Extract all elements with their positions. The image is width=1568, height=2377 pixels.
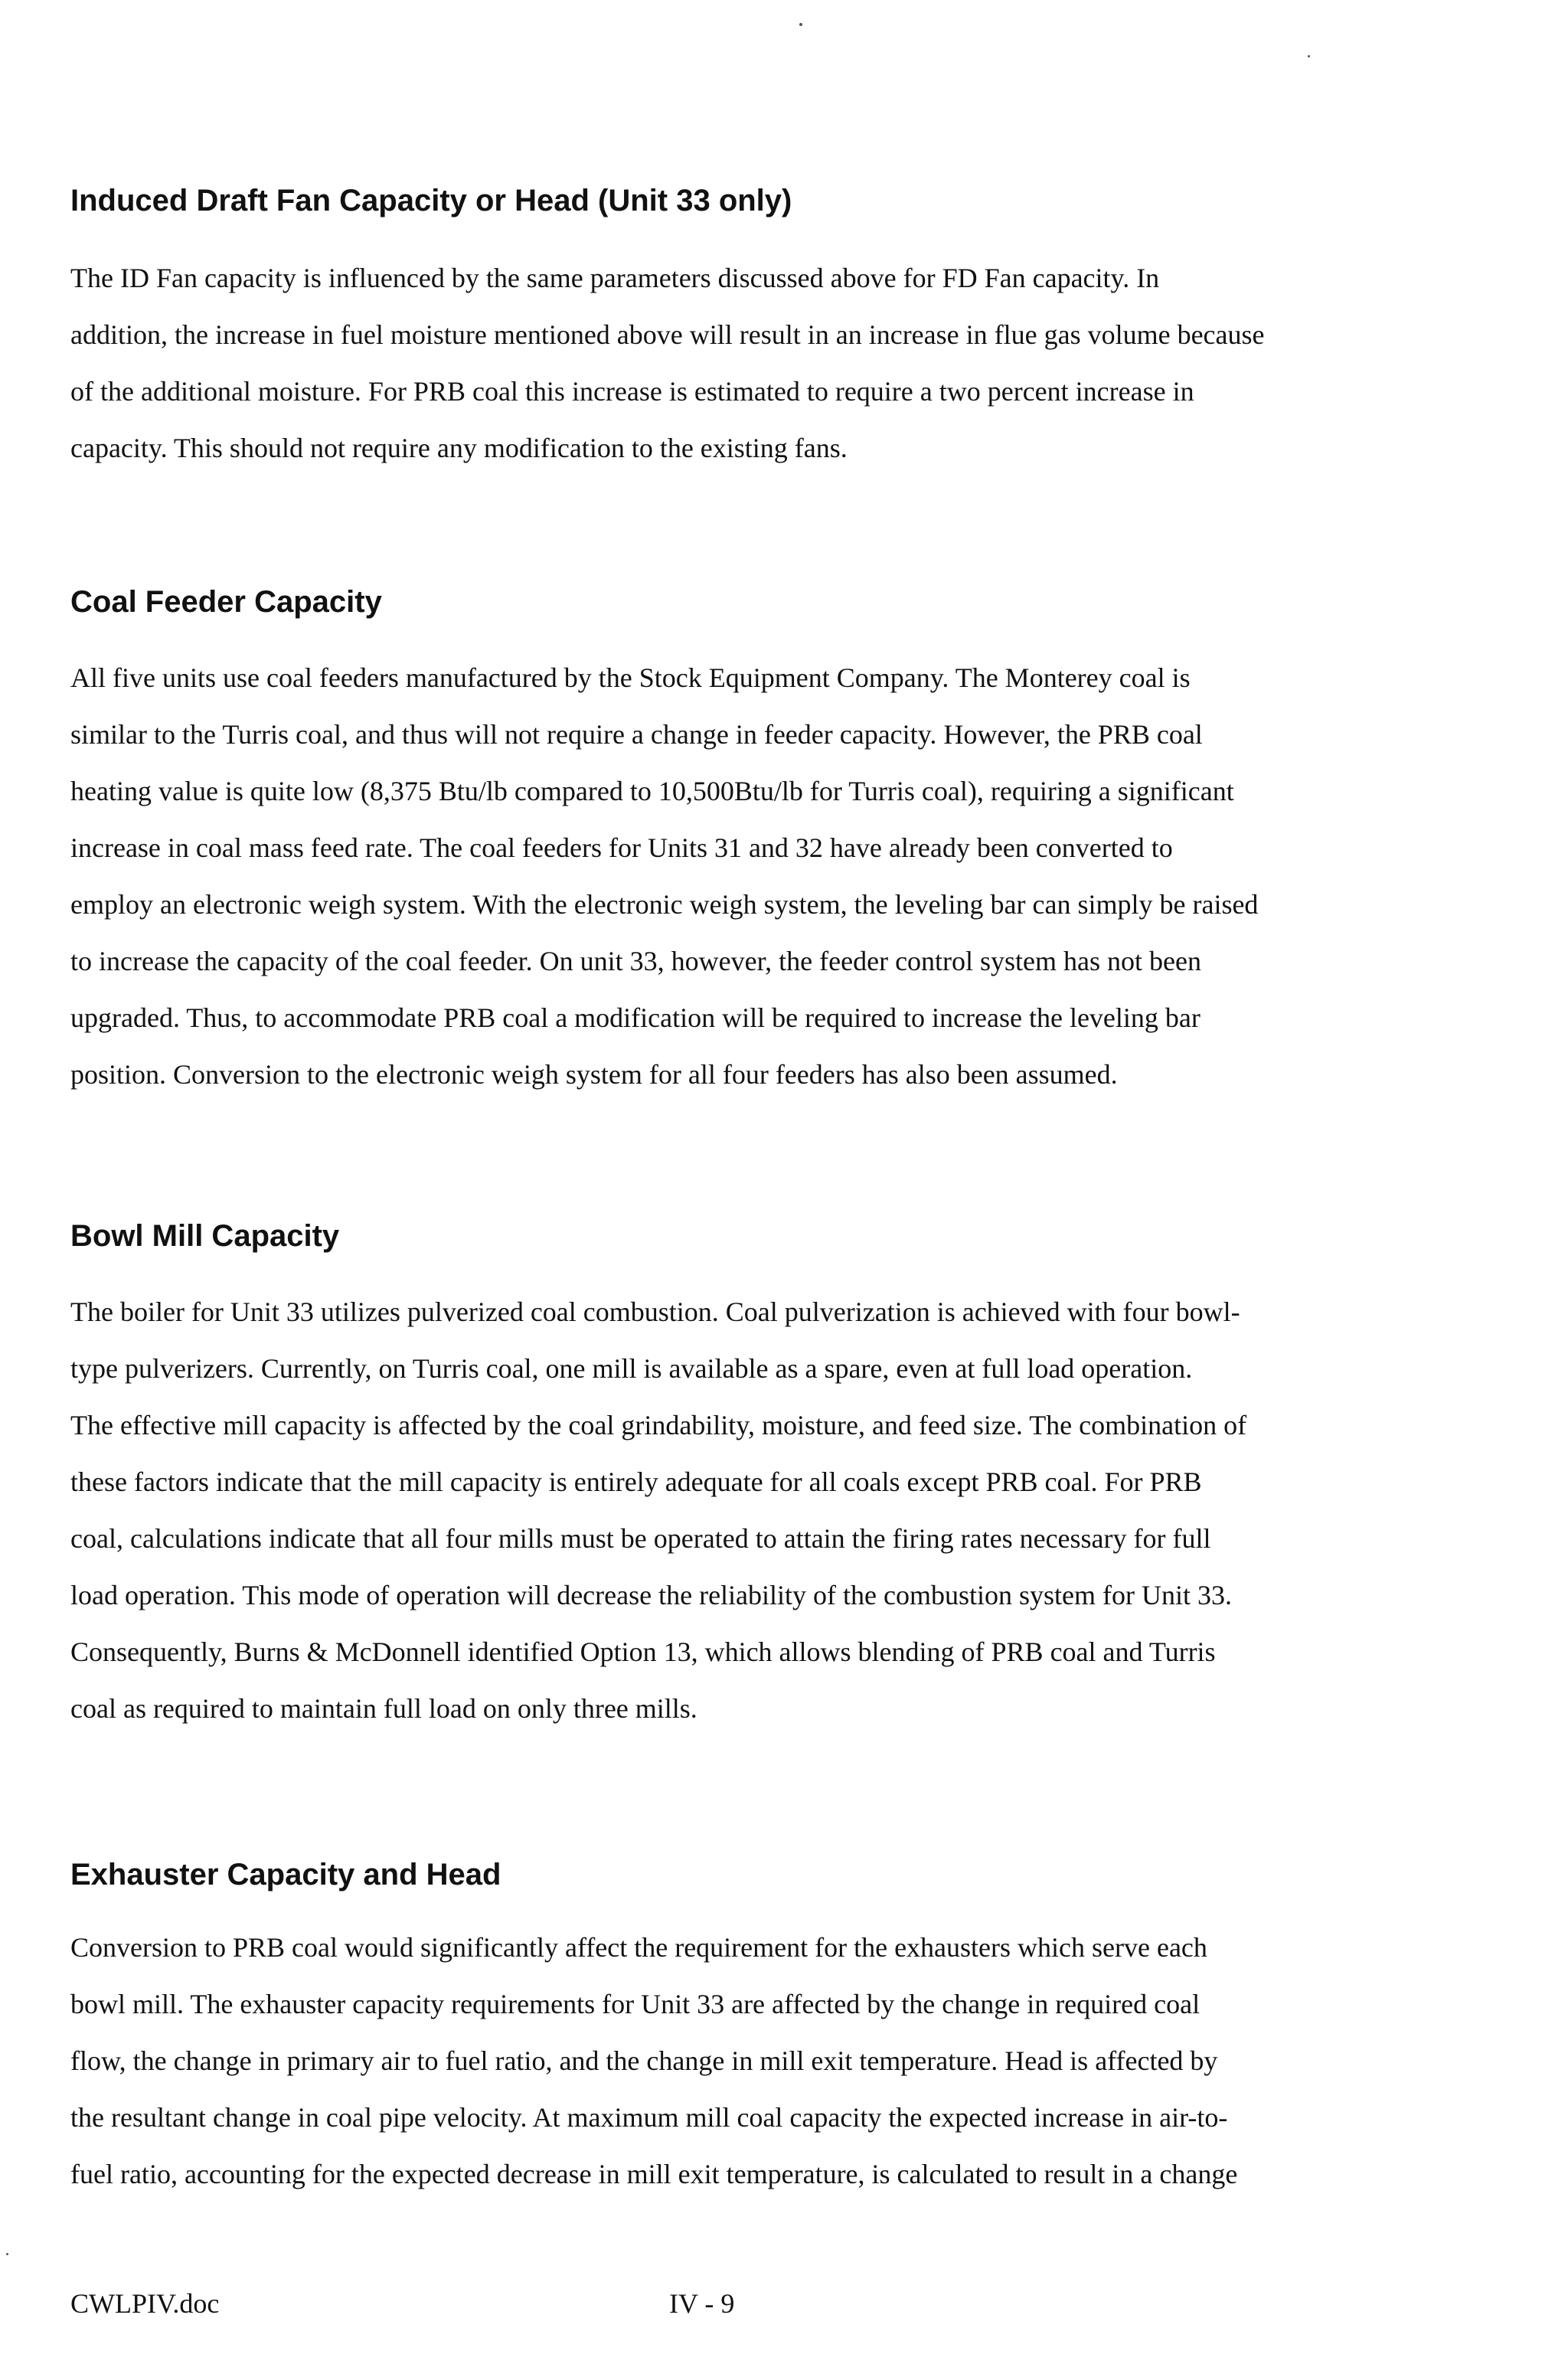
- body-line: of the additional moisture. For PRB coal this increase is estimated to require a two percent increase in: [70, 376, 1194, 407]
- footer-filename: CWLPIV.doc: [70, 2288, 220, 2319]
- body-line: The ID Fan capacity is influenced by the same parameters discussed above for FD Fan capacity. In: [70, 263, 1160, 293]
- scan-speck: [1308, 55, 1310, 57]
- body-line: coal, calculations indicate that all four mills must be operated to attain the firing rates necessary for full: [70, 1523, 1211, 1554]
- body-line: to increase the capacity of the coal feeder. On unit 33, however, the feeder control system has not been: [70, 946, 1201, 976]
- body-line: type pulverizers. Currently, on Turris coal, one mill is available as a spare, even at full load operation.: [70, 1353, 1193, 1384]
- section-body-coal-feeder: [70, 649, 1563, 1103]
- body-line: All five units use coal feeders manufactured by the Stock Equipment Company. The Monterey coal is: [70, 662, 1191, 693]
- body-line: fuel ratio, accounting for the expected decrease in mill exit temperature, is calculated to result in a change: [70, 2159, 1238, 2189]
- body-line: similar to the Turris coal, and thus will not require a change in feeder capacity. However, the PRB coal: [70, 719, 1203, 750]
- body-line: position. Conversion to the electronic weigh system for all four feeders has also been assumed.: [70, 1059, 1118, 1090]
- body-line: upgraded. Thus, to accommodate PRB coal a modification will be required to increase the leveling bar: [70, 1002, 1200, 1033]
- section-heading-coal-feeder: Coal Feeder Capacity: [70, 585, 382, 619]
- footer-page-number: IV - 9: [669, 2288, 735, 2319]
- scan-speck: [6, 2253, 8, 2255]
- section-heading-bowl-mill: Bowl Mill Capacity: [70, 1219, 340, 1253]
- body-line: The effective mill capacity is affected by the coal grindability, moisture, and feed size. The combination of: [70, 1410, 1247, 1440]
- section-body-exhauster: [70, 1919, 1563, 2202]
- body-line: these factors indicate that the mill capacity is entirely adequate for all coals except PRB coal. For PRB: [70, 1466, 1202, 1497]
- body-line: bowl mill. The exhauster capacity requirements for Unit 33 are affected by the change in required coal: [70, 1989, 1200, 2019]
- body-line: increase in coal mass feed rate. The coal feeders for Units 31 and 32 have already been converted to: [70, 832, 1173, 863]
- section-body-bowl-mill: [70, 1283, 1563, 1737]
- body-line: capacity. This should not require any modification to the existing fans.: [70, 433, 848, 463]
- body-line: addition, the increase in fuel moisture mentioned above will result in an increase in flue gas volume because: [70, 319, 1265, 350]
- body-line: The boiler for Unit 33 utilizes pulverized coal combustion. Coal pulverization is achieved with four bowl-: [70, 1296, 1240, 1327]
- section-body-id-fan: [70, 250, 1563, 476]
- body-line: the resultant change in coal pipe velocity. At maximum mill coal capacity the expected increase in air-to-: [70, 2102, 1228, 2133]
- section-heading-exhauster: Exhauster Capacity and Head: [70, 1858, 501, 1891]
- body-line: coal as required to maintain full load on only three mills.: [70, 1693, 697, 1724]
- body-line: Conversion to PRB coal would significantly affect the requirement for the exhausters which serve each: [70, 1932, 1207, 1963]
- body-line: load operation. This mode of operation will decrease the reliability of the combustion system for Unit 33.: [70, 1580, 1232, 1610]
- body-line: flow, the change in primary air to fuel ratio, and the change in mill exit temperature. Head is affected by: [70, 2045, 1218, 2076]
- body-line: heating value is quite low (8,375 Btu/lb compared to 10,500Btu/lb for Turris coal), requiring a significant: [70, 776, 1234, 806]
- body-line: Consequently, Burns & McDonnell identified Option 13, which allows blending of PRB coal and Turris: [70, 1636, 1216, 1667]
- section-heading-id-fan: Induced Draft Fan Capacity or Head (Unit 33 only): [70, 184, 792, 217]
- scan-speck: [799, 23, 802, 26]
- body-line: employ an electronic weigh system. With the electronic weigh system, the leveling bar can simply be raised: [70, 889, 1259, 920]
